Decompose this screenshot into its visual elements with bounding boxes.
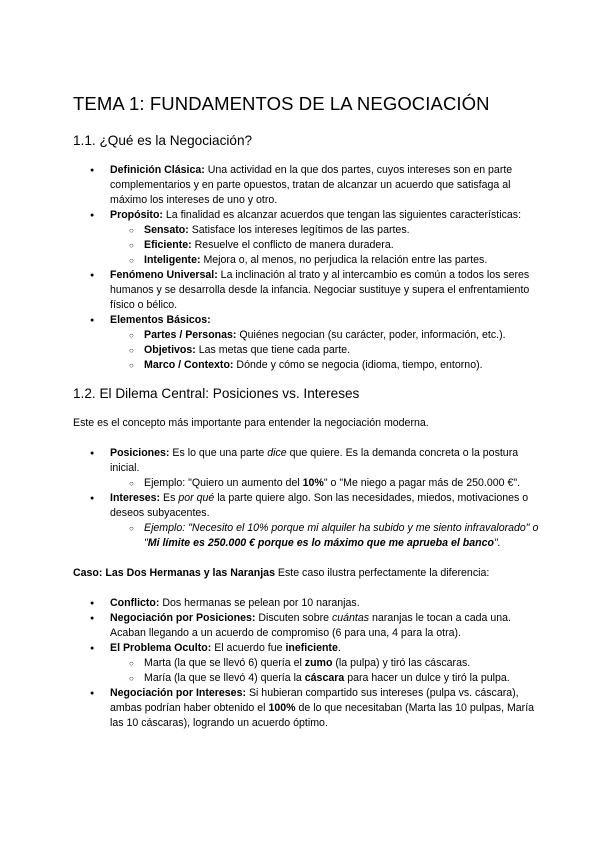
list-item-negociacion-intereses: ● Negociación por Intereses: Si hubieran compartido sus intereses (pulpa vs. cáscara), ambas podrían haber obtenido el 100% de lo que necesitaban (Marta las 10 pulpas, María las 10 cáscaras), logrando un acuerdo óptimo. xyxy=(73,686,540,731)
sublist-item-eficiente: ○ Eficiente: Resuelve el conflicto de manera duradera. xyxy=(73,238,540,253)
sublist-item-inteligente: ○ Inteligente: Mejora o, al menos, no perjudica la relación entre las partes. xyxy=(73,253,540,268)
list-item-elementos: ● Elementos Básicos: ○ Partes / Personas: Quiénes negocian (su carácter, poder, información, etc.). ○ Objetivos: Las metas que tiene cada parte. ○ Marco / Contexto: Dónde y cómo se negocia (idioma, tiempo, entorno). xyxy=(73,313,540,373)
list-item-fenomeno: ● Fenómeno Universal: La inclinación al trato y al intercambio es común a todos los seres humanos y se desarrolla desde la infancia. Negociar sustituye y supera el enfrentamiento físico o bélico. xyxy=(73,268,540,313)
intereses-sublist xyxy=(110,521,540,551)
list-item-negociacion-posiciones: ● Negociación por Posiciones: Discuten sobre cuántas naranjas le tocan a cada una. Acaban llegando a un acuerdo de compromiso (6 para una, 4 para la otra). xyxy=(73,611,540,641)
proposito-sublist xyxy=(110,223,540,268)
list-item-conflicto: ● Conflicto: Dos hermanas se pelean por 10 naranjas. xyxy=(73,596,540,611)
list-item-intereses: ● Intereses: Es por qué la parte quiere algo. Son las necesidades, miedos, motivaciones o deseos subyacentes. ○ Ejemplo: "Necesito el 10% porque mi alquiler ha subido y me siento infravalorado" o "Mi límite es 250.000 € porque es lo máximo que me aprueba el banco". xyxy=(73,491,540,551)
sublist-item-objetivos: ○ Objetivos: Las metas que tiene cada parte. xyxy=(73,343,540,358)
list-item-problema-oculto: ● El Problema Oculto: El acuerdo fue ineficiente. ○ Marta (la que se llevó 6) quería el zumo (la pulpa) y tiró las cáscaras. ○ María (la que se llevó 4) quería la cáscara para hacer un dulce y tiró la pulpa. xyxy=(73,641,540,686)
elementos-sublist xyxy=(110,328,540,373)
caso-list xyxy=(73,596,540,731)
sublist-item-marta: ○ Marta (la que se llevó 6) quería el zumo (la pulpa) y tiró las cáscaras. xyxy=(73,656,540,671)
sublist-item-sensato: ○ Sensato: Satisface los intereses legítimos de las partes. xyxy=(73,223,540,238)
sublist-item-marco: ○ Marco / Contexto: Dónde y cómo se negocia (idioma, tiempo, entorno). xyxy=(73,358,540,373)
list-item-posiciones: ● Posiciones: Es lo que una parte dice que quiere. Es la demanda concreta o la postura inicial. ○ Ejemplo: "Quiero un aumento del 10%" o "Me niego a pagar más de 250.000 €". xyxy=(73,446,540,491)
problema-oculto-sublist xyxy=(110,656,540,686)
document-title: TEMA 1: FUNDAMENTOS DE LA NEGOCIACIÓN xyxy=(73,93,490,114)
sublist-item-intereses-ejemplo: ○ Ejemplo: "Necesito el 10% porque mi alquiler ha subido y me siento infravalorado" o "Mi límite es 250.000 € porque es lo máximo que me aprueba el banco". xyxy=(73,521,540,551)
list-item-proposito: ● Propósito: La finalidad es alcanzar acuerdos que tengan las siguientes características: ○ Sensato: Satisface los intereses legítimos de las partes. ○ Eficiente: Resuelve el conflicto de manera duradera. ○ Inteligente: Mejora o, al menos, no perjudica la relación entre las partes. xyxy=(73,208,540,268)
section-2-intro: Este es el concepto más importante para entender la negociación moderna. xyxy=(73,417,429,429)
sublist-item-maria: ○ María (la que se llevó 4) quería la cáscara para hacer un dulce y tiró la pulpa. xyxy=(73,671,540,686)
caso-paragraph: Caso: Las Dos Hermanas y las Naranjas Este caso ilustra perfectamente la diferencia: xyxy=(73,567,490,579)
section-1-heading: 1.1. ¿Qué es la Negociación? xyxy=(73,133,253,148)
sublist-item-posiciones-ejemplo: ○ Ejemplo: "Quiero un aumento del 10%" o "Me niego a pagar más de 250.000 €". xyxy=(73,476,540,491)
section-2-list xyxy=(73,446,540,551)
section-2-heading: 1.2. El Dilema Central: Posiciones vs. Intereses xyxy=(73,386,360,401)
section-1-list xyxy=(73,163,540,373)
posiciones-sublist xyxy=(110,476,540,491)
sublist-item-partes: ○ Partes / Personas: Quiénes negocian (su carácter, poder, información, etc.). xyxy=(73,328,540,343)
list-item-definicion: ● Definición Clásica: Una actividad en la que dos partes, cuyos intereses son en parte complementarios y en parte opuestos, tratan de alcanzar un acuerdo que satisfaga al máximo los intereses de uno y otro. xyxy=(73,163,540,208)
